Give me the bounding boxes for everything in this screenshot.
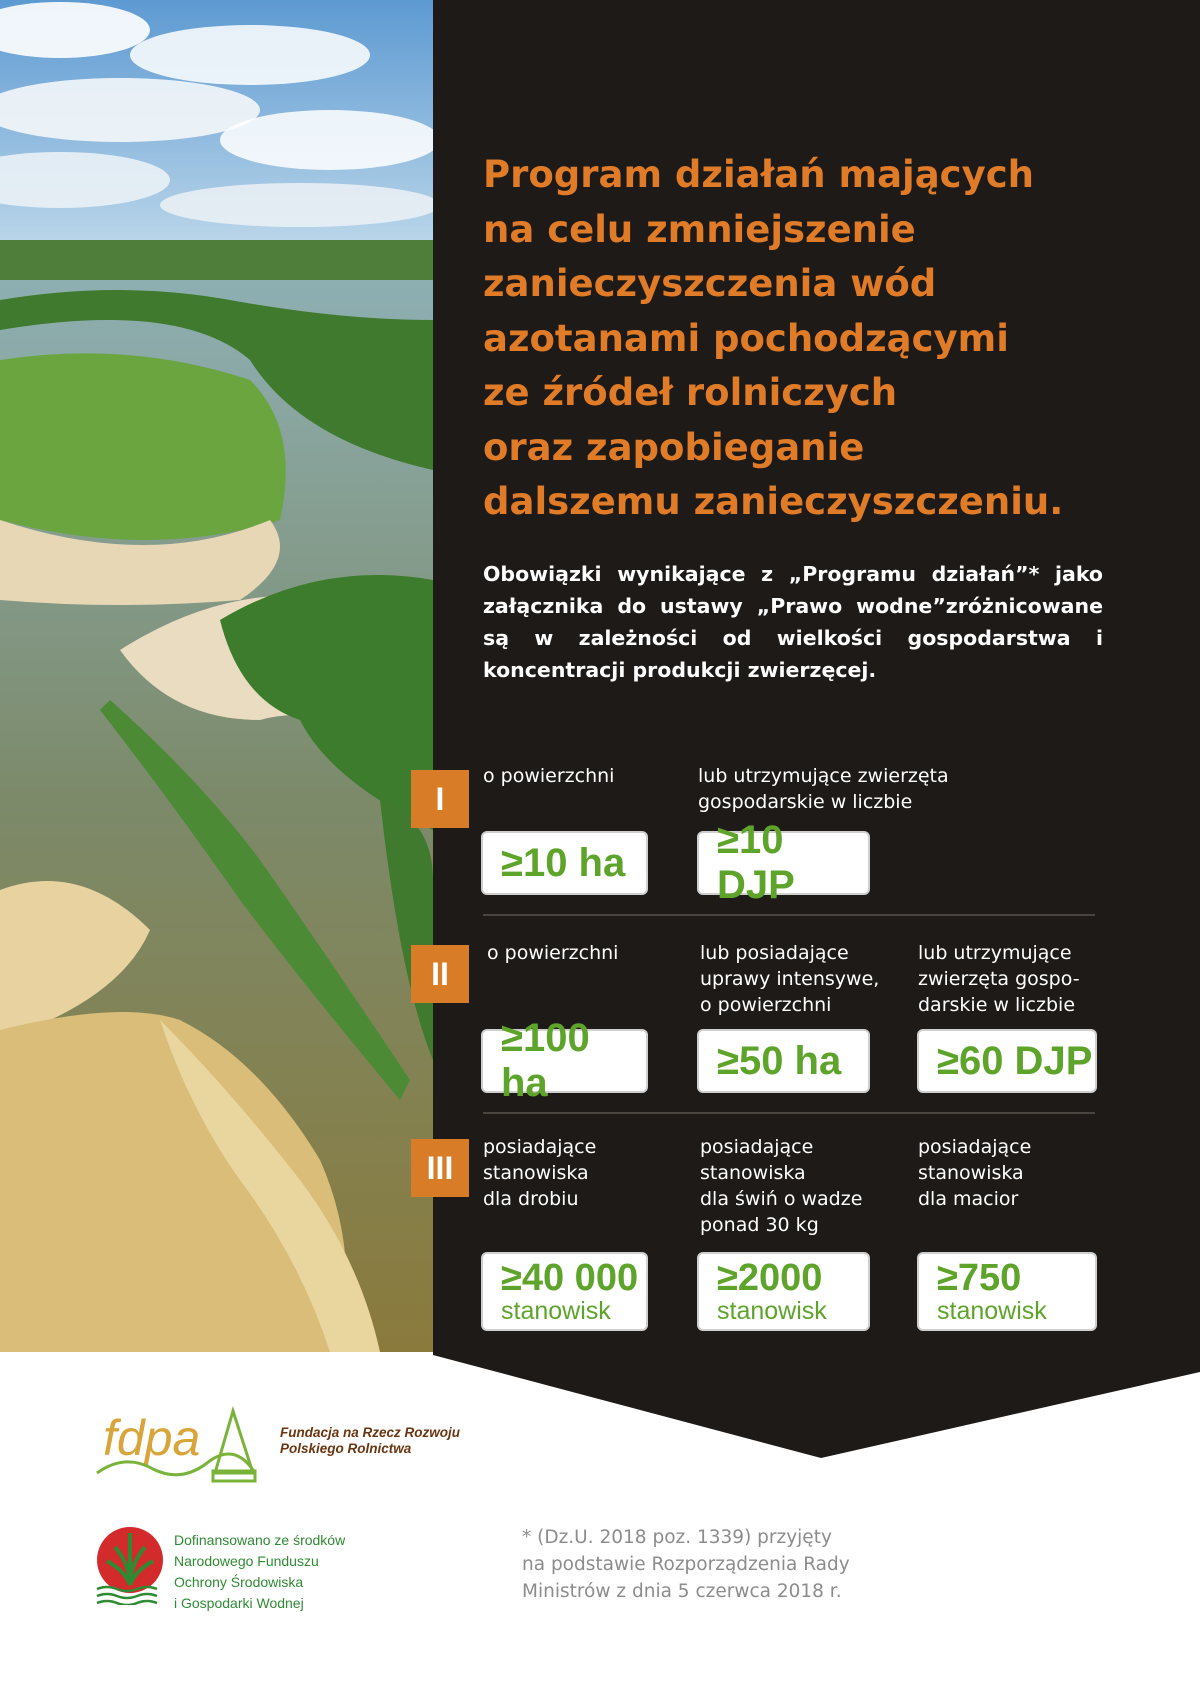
- group-badge-ii: II: [411, 945, 469, 1003]
- fdpa-logo: [95, 1403, 265, 1487]
- value-number: ≥2000: [717, 1257, 823, 1299]
- group-ii-area-value: ≥100 ha: [483, 1031, 646, 1091]
- group-iii-sows-label: posiadające stanowiska dla macior: [918, 1136, 1032, 1210]
- value-number: ≥750: [937, 1257, 1022, 1299]
- value-unit: stanowisk: [717, 1297, 827, 1325]
- group-ii-livestock-label: lub utrzymujące zwierzęta gospo- darskie w liczbie: [918, 942, 1080, 1016]
- fdpa-logo-text: fdpa: [103, 1410, 201, 1466]
- intro-paragraph: Obowiązki wynikające z „Programu działań”* jako załącznika do ustawy „Prawo wodne”zróżnicowane są w zależności od wielkości gospodarstwa i koncentracji produkcji zwierzęcej.: [483, 562, 1103, 682]
- cofinancing-note: Dofinansowano ze środków Narodowego Funduszu Ochrony Środowiska i Gospodarki Wodnej: [174, 1532, 346, 1611]
- group-ii-livestock-value: ≥60 DJP: [919, 1031, 1095, 1091]
- group-badge-iii: III: [411, 1139, 469, 1197]
- group-i-area-value: ≥10 ha: [483, 833, 646, 893]
- divider: [483, 1112, 1095, 1114]
- group-badge-i: I: [411, 770, 469, 828]
- divider: [483, 914, 1095, 916]
- legal-footnote: * (Dz.U. 2018 poz. 1339) przyjęty na podstawie Rozporządzenia Rady Ministrów z dnia 5 czerwca 2018 r.: [522, 1527, 850, 1602]
- foundation-name: Fundacja na Rzecz Rozwoju Polskiego Rolnictwa: [280, 1425, 461, 1456]
- group-i-livestock-value: ≥10 DJP: [699, 833, 868, 893]
- group-iii-pigs-label: posiadające stanowiska dla świń o wadze ponad 30 kg: [700, 1136, 863, 1236]
- value-number: ≥40 000: [501, 1257, 639, 1299]
- group-iii-sows-value: [919, 1254, 1095, 1329]
- aerial-river-photo: [0, 0, 433, 1352]
- group-iii-pigs-value: [699, 1254, 868, 1329]
- program-title: Program działań mających na celu zmniejszenie zanieczyszczenia wód azotanami pochodzącymi ze źródeł rolniczych oraz zapobieganie dalszemu zanieczyszczeniu.: [483, 153, 1064, 523]
- group-ii-area-label: o powierzchni: [487, 942, 619, 964]
- group-iii-poultry-value: [483, 1254, 646, 1329]
- group-i-livestock-label: lub utrzymujące zwierzęta gospodarskie w liczbie: [698, 765, 949, 813]
- group-i-area-label: o powierzchni: [483, 765, 615, 787]
- value-unit: stanowisk: [501, 1297, 611, 1325]
- group-iii-poultry-label: posiadające stanowiska dla drobiu: [483, 1136, 597, 1210]
- nfosigw-logo: [95, 1525, 165, 1609]
- group-ii-intensive-value: ≥50 ha: [699, 1031, 868, 1091]
- value-unit: stanowisk: [937, 1297, 1047, 1325]
- group-ii-intensive-label: lub posiadające uprawy intensywe, o powierzchni: [700, 942, 880, 1016]
